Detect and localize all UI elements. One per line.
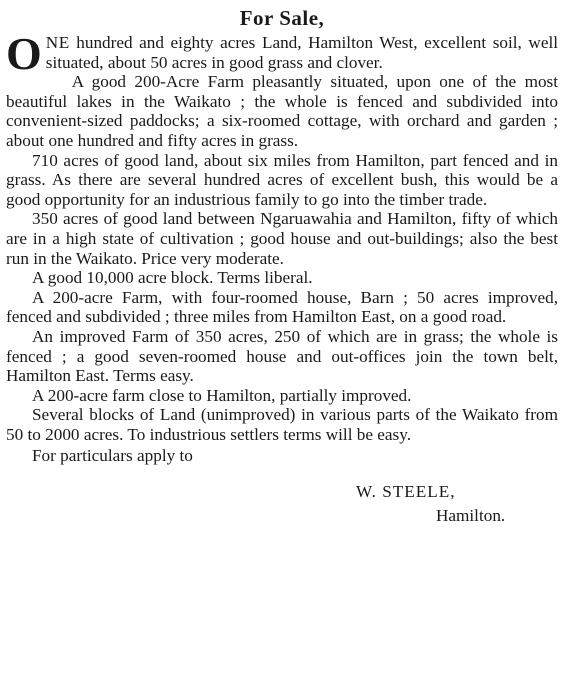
advertisement [6,0,558,689]
signature-place: Hamilton. [436,506,506,526]
listing-6: A 200-acre Farm, with four-roomed house, Barn ; 50 acres improved, fenced and subdivided ; three miles from Hamilton East, on a good road. [6,287,558,327]
ad-heading: For Sale, [239,6,325,30]
listing-2: A good 200-Acre Farm pleasantly situated, upon one of the most beautiful lakes in the Waikato ; the whole is fenced and subdivided into convenient-sized paddocks; a six-roomed cottage, with orchard and garden ; about one hundred and fifty acres in grass. [6,72,558,150]
signature-block [6,480,558,528]
apply-line: For particulars apply to [32,446,193,466]
listing-1 [6,28,558,79]
signature-name: W. STEELE, [356,482,456,502]
listing-1-text: hundred and eighty acres Land, Hamilton West, excellent soil, well situated, about 50 acres in good grass and clover. [45,33,558,72]
listing-7: An improved Farm of 350 acres, 250 of which are in grass; the whole is fenced ; a good seven-roomed house and out-offices join the town belt, Hamilton East. Terms easy. [6,326,558,386]
listing-5: A good 10,000 acre block. Terms liberal. [32,268,313,288]
listing-3: 710 acres of good land, about six miles from Hamilton, part fenced and in grass. As there are several hundred acres of excellent bush, this would be a good opportunity for an industrious family to go into the timber trade. [6,150,558,209]
drop-cap: O [6,28,42,79]
listing-1-caps: NE [45,33,70,52]
listing-8: A 200-acre farm close to Hamilton, partially improved. [32,385,412,405]
listing-9: Several blocks of Land (unimproved) in various parts of the Waikato from 50 to 2000 acres. To industrious settlers terms will be easy. [6,405,558,444]
listing-4: 350 acres of good land between Ngaruawahia and Hamilton, fifty of which are in a high state of cultivation ; good house and out-buildings; also the best run in the Waikato. Price very moderate. [6,209,558,268]
